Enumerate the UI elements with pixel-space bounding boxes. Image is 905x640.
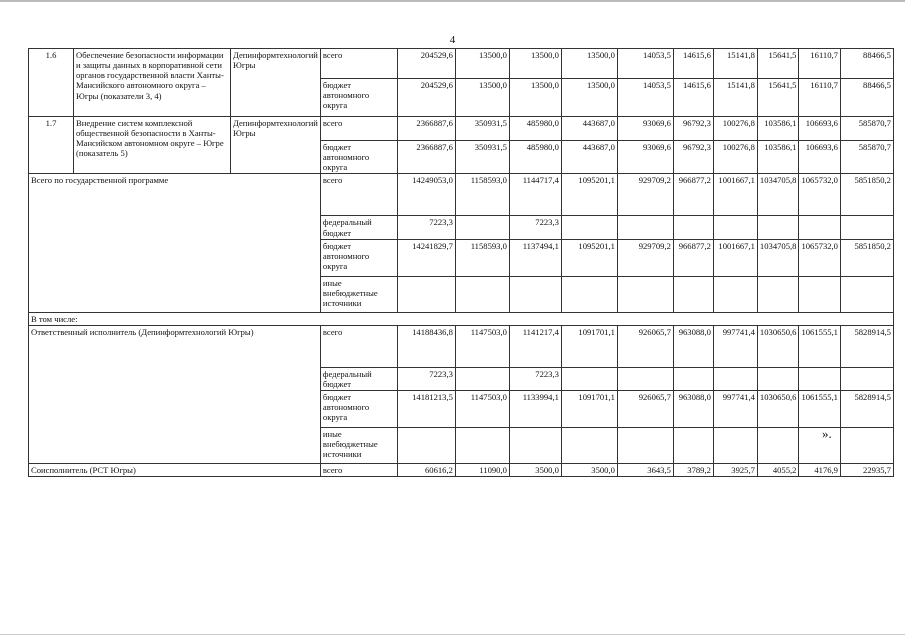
amount-cell: 585870,7 — [840, 141, 893, 174]
amount-cell — [799, 216, 841, 239]
amount-cell: 1030650,6 — [757, 391, 799, 428]
amount-cell: 2366887,6 — [397, 117, 455, 141]
amount-cell: 5851850,2 — [840, 174, 893, 216]
amount-cell: 13500,0 — [509, 49, 561, 79]
amount-cell: 1095201,1 — [561, 239, 617, 276]
amount-cell: 997741,4 — [713, 325, 757, 367]
funding-source: всего — [320, 49, 397, 79]
funding-source: всего — [320, 117, 397, 141]
amount-cell: 106693,6 — [799, 141, 841, 174]
funding-source: бюджет автономного округа — [320, 239, 397, 276]
amount-cell: 485980,0 — [509, 141, 561, 174]
amount-cell: 103586,1 — [757, 117, 799, 141]
amount-cell — [617, 428, 673, 464]
amount-cell: 350931,5 — [455, 141, 509, 174]
amount-cell: 1034705,8 — [757, 174, 799, 216]
funding-source: всего — [320, 325, 397, 367]
amount-cell: 14241829,7 — [397, 239, 455, 276]
amount-cell: 963088,0 — [673, 391, 713, 428]
activity-name: Внедрение систем комплексной общественной безопасности в Ханты-Мансийском автономном округе – Югре (показатель 5) — [74, 117, 231, 174]
amount-cell — [757, 216, 799, 239]
amount-cell — [455, 428, 509, 464]
amount-cell: 16110,7 — [799, 49, 841, 79]
table-body — [29, 49, 894, 477]
amount-cell: 96792,3 — [673, 141, 713, 174]
amount-cell: 963088,0 — [673, 325, 713, 367]
amount-cell: 15141,8 — [713, 79, 757, 117]
amount-cell: 585870,7 — [840, 117, 893, 141]
amount-cell: 7223,3 — [509, 216, 561, 239]
table-row — [29, 117, 894, 141]
group-label: Соисполнитель (РСТ Югры) — [29, 464, 321, 477]
amount-cell: 93069,6 — [617, 117, 673, 141]
executor: Депинформтехнологий Югры — [231, 49, 321, 117]
amount-cell: 100276,8 — [713, 141, 757, 174]
amount-cell: 1001667,1 — [713, 174, 757, 216]
amount-cell — [799, 367, 841, 390]
amount-cell — [713, 428, 757, 464]
amount-cell: 1065732,0 — [799, 239, 841, 276]
amount-cell: 929709,2 — [617, 174, 673, 216]
amount-cell: 3500,0 — [509, 464, 561, 477]
amount-cell — [840, 276, 893, 312]
amount-cell: 13500,0 — [561, 79, 617, 117]
funding-source: федеральный бюджет — [320, 216, 397, 239]
amount-cell: 3925,7 — [713, 464, 757, 477]
amount-cell: 3500,0 — [561, 464, 617, 477]
amount-cell: 93069,6 — [617, 141, 673, 174]
amount-cell: 96792,3 — [673, 117, 713, 141]
page-number: 4 — [449, 34, 456, 46]
amount-cell: 1144717,4 — [509, 174, 561, 216]
amount-cell: 350931,5 — [455, 117, 509, 141]
amount-cell: 1034705,8 — [757, 239, 799, 276]
amount-cell: 2366887,6 — [397, 141, 455, 174]
amount-cell — [397, 276, 455, 312]
amount-cell: 88466,5 — [840, 49, 893, 79]
amount-cell — [617, 216, 673, 239]
scan-edge-bottom — [0, 634, 905, 635]
amount-cell — [673, 216, 713, 239]
row-number: 1.6 — [29, 49, 74, 117]
amount-cell — [713, 216, 757, 239]
amount-cell: 929709,2 — [617, 239, 673, 276]
funding-source: иные внебюджетные источники — [320, 276, 397, 312]
amount-cell: 88466,5 — [840, 79, 893, 117]
amount-cell — [799, 428, 841, 464]
amount-cell — [617, 367, 673, 390]
amount-cell: 16110,7 — [799, 79, 841, 117]
amount-cell: 1137494,1 — [509, 239, 561, 276]
amount-cell: 485980,0 — [509, 117, 561, 141]
amount-cell: 997741,4 — [713, 391, 757, 428]
funding-source: бюджет автономного округа — [320, 141, 397, 174]
amount-cell — [840, 367, 893, 390]
group-label: Всего по государственной программе — [29, 174, 321, 312]
amount-cell: 5851850,2 — [840, 239, 893, 276]
closing-mark: ». — [822, 426, 832, 441]
amount-cell: 14181213,5 — [397, 391, 455, 428]
amount-cell — [713, 367, 757, 390]
amount-cell: 1001667,1 — [713, 239, 757, 276]
amount-cell — [799, 276, 841, 312]
amount-cell: 1147503,0 — [455, 325, 509, 367]
amount-cell: 15641,5 — [757, 49, 799, 79]
activity-name: Обеспечение безопасности информации и защиты данных в корпоративной сети органов государственной власти Ханты-Мансийского автономного округа – Югры (показатели 3, 4) — [74, 49, 231, 117]
amount-cell: 1030650,6 — [757, 325, 799, 367]
amount-cell — [561, 428, 617, 464]
amount-cell — [561, 276, 617, 312]
amount-cell: 1133994,1 — [509, 391, 561, 428]
amount-cell: 100276,8 — [713, 117, 757, 141]
amount-cell: 1158593,0 — [455, 174, 509, 216]
amount-cell: 15641,5 — [757, 79, 799, 117]
amount-cell — [617, 276, 673, 312]
amount-cell — [455, 216, 509, 239]
amount-cell: 22935,7 — [840, 464, 893, 477]
amount-cell: 14053,5 — [617, 79, 673, 117]
amount-cell: 204529,6 — [397, 79, 455, 117]
amount-cell: 1091701,1 — [561, 391, 617, 428]
scan-edge-top — [0, 0, 905, 2]
amount-cell: 7223,3 — [397, 216, 455, 239]
amount-cell — [561, 216, 617, 239]
amount-cell: 1158593,0 — [455, 239, 509, 276]
amount-cell: 1141217,4 — [509, 325, 561, 367]
amount-cell: 7223,3 — [397, 367, 455, 390]
executor: Депинформтехнологий Югры — [231, 117, 321, 174]
amount-cell — [757, 367, 799, 390]
amount-cell: 204529,6 — [397, 49, 455, 79]
table-row — [29, 312, 894, 325]
table-row — [29, 49, 894, 79]
funding-source: всего — [320, 174, 397, 216]
amount-cell: 14615,6 — [673, 79, 713, 117]
amount-cell: 103586,1 — [757, 141, 799, 174]
amount-cell — [673, 428, 713, 464]
amount-cell: 60616,2 — [397, 464, 455, 477]
amount-cell — [455, 367, 509, 390]
amount-cell: 1147503,0 — [455, 391, 509, 428]
funding-source: иные внебюджетные источники — [320, 428, 397, 464]
amount-cell: 7223,3 — [509, 367, 561, 390]
section-heading: В том числе: — [29, 312, 894, 325]
amount-cell — [509, 276, 561, 312]
group-label: Ответственный исполнитель (Депинформтехнологий Югры) — [29, 325, 321, 463]
amount-cell — [713, 276, 757, 312]
row-number: 1.7 — [29, 117, 74, 174]
amount-cell: 1061555,1 — [799, 325, 841, 367]
amount-cell: 13500,0 — [561, 49, 617, 79]
amount-cell: 14249053,0 — [397, 174, 455, 216]
amount-cell: 13500,0 — [509, 79, 561, 117]
amount-cell — [757, 276, 799, 312]
amount-cell — [509, 428, 561, 464]
amount-cell — [840, 428, 893, 464]
amount-cell: 13500,0 — [455, 49, 509, 79]
funding-source: всего — [320, 464, 397, 477]
amount-cell — [757, 428, 799, 464]
amount-cell: 926065,7 — [617, 391, 673, 428]
amount-cell: 5828914,5 — [840, 391, 893, 428]
amount-cell: 1091701,1 — [561, 325, 617, 367]
budget-table — [28, 48, 894, 477]
amount-cell — [455, 276, 509, 312]
funding-source: федеральный бюджет — [320, 367, 397, 390]
amount-cell: 1061555,1 — [799, 391, 841, 428]
amount-cell: 1065732,0 — [799, 174, 841, 216]
amount-cell: 14188436,8 — [397, 325, 455, 367]
amount-cell: 443687,0 — [561, 117, 617, 141]
amount-cell: 1095201,1 — [561, 174, 617, 216]
amount-cell: 3643,5 — [617, 464, 673, 477]
amount-cell: 13500,0 — [455, 79, 509, 117]
table-row — [29, 174, 894, 216]
funding-source: бюджет автономного округа — [320, 79, 397, 117]
amount-cell: 926065,7 — [617, 325, 673, 367]
amount-cell — [840, 216, 893, 239]
amount-cell: 443687,0 — [561, 141, 617, 174]
amount-cell: 11090,0 — [455, 464, 509, 477]
table-row — [29, 464, 894, 477]
amount-cell — [397, 428, 455, 464]
amount-cell — [561, 367, 617, 390]
amount-cell: 14615,6 — [673, 49, 713, 79]
amount-cell: 4055,2 — [757, 464, 799, 477]
amount-cell — [673, 276, 713, 312]
table-row — [29, 325, 894, 367]
amount-cell: 106693,6 — [799, 117, 841, 141]
funding-source: бюджет автономного округа — [320, 391, 397, 428]
amount-cell: 14053,5 — [617, 49, 673, 79]
amount-cell — [673, 367, 713, 390]
amount-cell: 5828914,5 — [840, 325, 893, 367]
amount-cell: 3789,2 — [673, 464, 713, 477]
amount-cell: 4176,9 — [799, 464, 841, 477]
amount-cell: 966877,2 — [673, 239, 713, 276]
amount-cell: 15141,8 — [713, 49, 757, 79]
amount-cell: 966877,2 — [673, 174, 713, 216]
